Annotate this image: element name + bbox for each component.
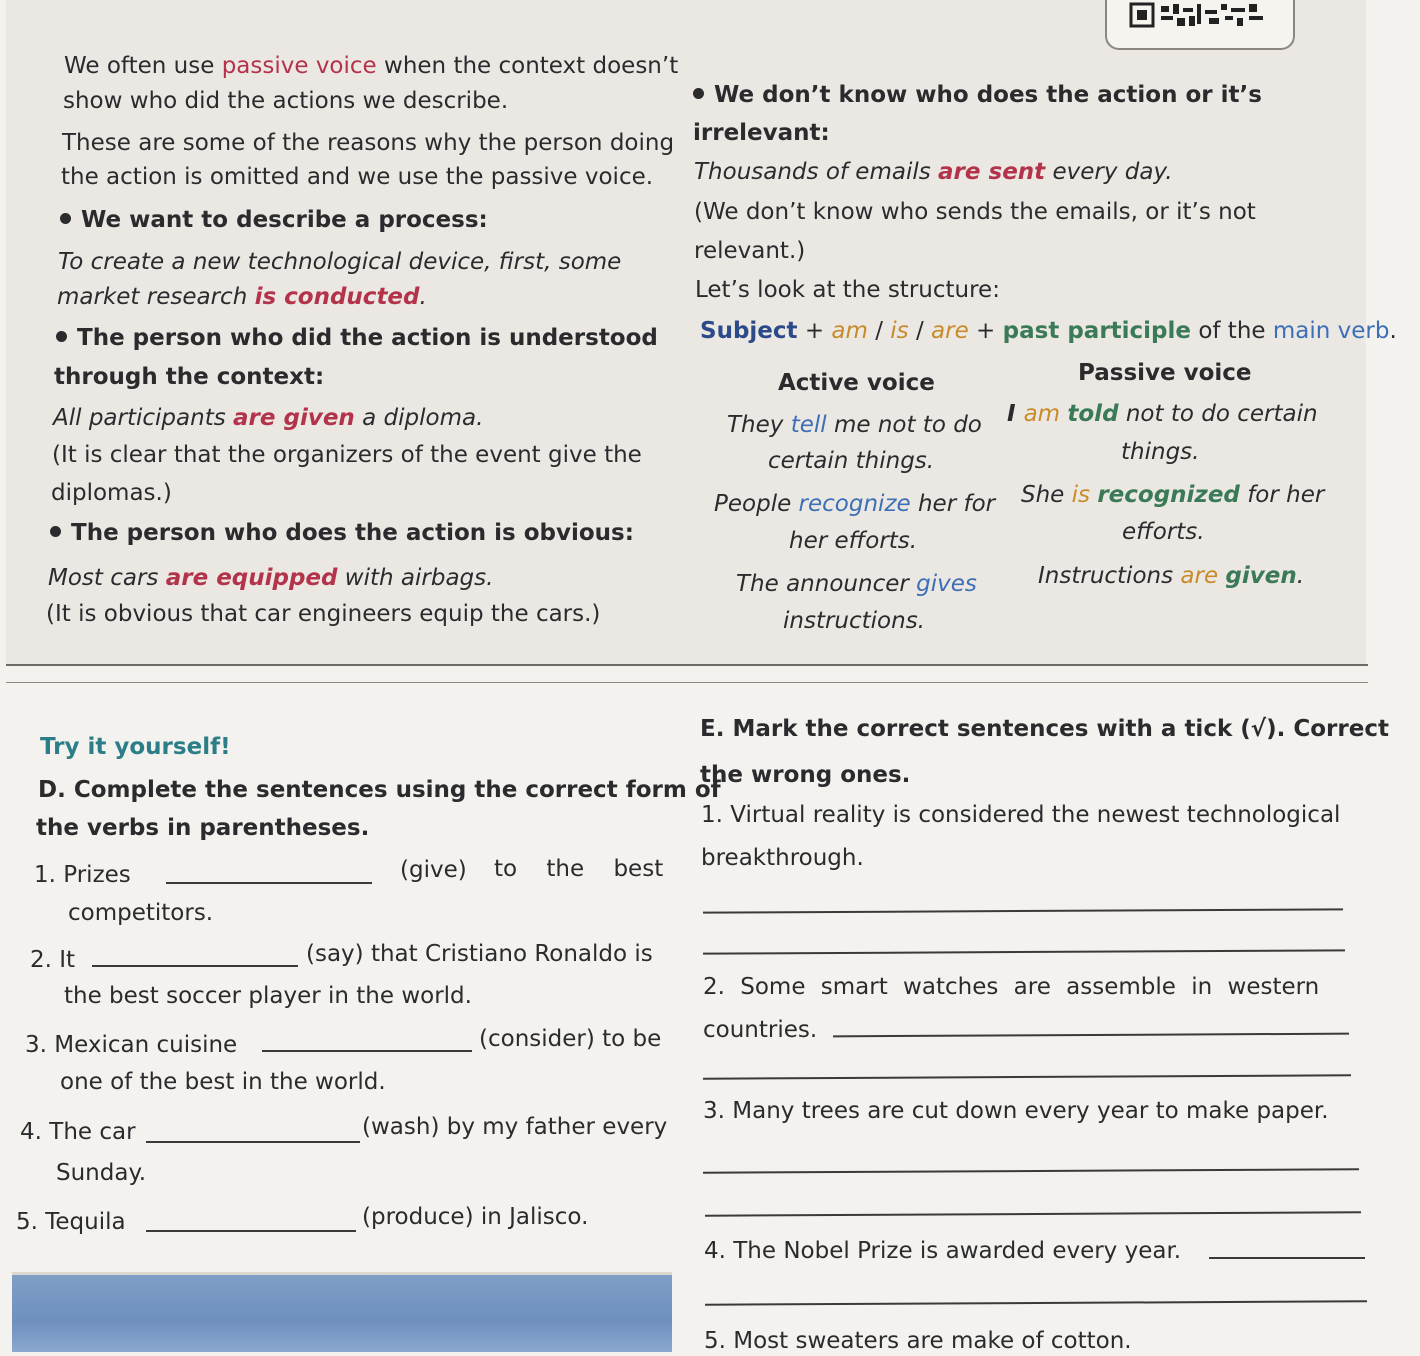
passive-example-3: Instructions are given. [1038,563,1305,589]
bottom-photo [12,1272,672,1352]
reason-context-example: All participants are given a diploma. [53,405,484,431]
reason-unknown-note-1: (We don’t know who sends the emails, or it’s not [694,199,1256,225]
exercise-d-item-1-cont: competitors. [68,900,214,926]
exercise-d-blank-4[interactable] [146,1141,360,1143]
reason-context-note-1: (It is clear that the organizers of the event give the [52,442,642,468]
active-example-2-cont: her efforts. [789,528,918,554]
intro-line-4: the action is omitted and we use the passive voice. [61,164,654,190]
exercise-d-item-3: 3. Mexican cuisine [25,1032,238,1058]
intro-line-3: These are some of the reasons why the person doing [62,130,675,156]
exercise-d-item-4: 4. The car [20,1119,136,1145]
active-example-3-cont: instructions. [783,608,925,634]
exercise-e-item-2-cont: countries. [703,1017,818,1043]
passive-example-1-cont: things. [1121,439,1200,465]
exercise-e-item-4: 4. The Nobel Prize is awarded every year. [704,1238,1182,1264]
exercise-d-item-2-rest: (say) that Cristiano Ronaldo is [306,941,653,967]
reason-context-note-2: diplomas.) [51,480,172,506]
passive-example-1: I am told not to do certain [1007,401,1318,427]
exercise-d-item-3-rest: (consider) to be [479,1026,662,1052]
exercise-d-item-1-verb: (give) [400,857,467,883]
exercise-e-answer-line-3b[interactable] [705,1211,1361,1216]
reason-context-heading-1: The person who did the action is understood [56,323,658,353]
structure-intro: Let’s look at the structure: [695,277,1000,303]
intro-line-2: show who did the actions we describe. [63,88,509,114]
active-voice-header: Active voice [778,370,935,396]
passive-voice-header: Passive voice [1078,360,1252,386]
exercise-e-answer-line-3a[interactable] [703,1168,1359,1173]
reason-unknown-example: Thousands of emails are sent every day. [694,159,1173,185]
exercise-e-item-1: 1. Virtual reality is considered the newest technological [701,802,1341,828]
active-example-1: They tell me not to do [727,412,982,438]
exercise-d-blank-2[interactable] [92,965,298,967]
exercise-d-item-5-rest: (produce) in Jalisco. [362,1204,589,1230]
bullet-icon [60,213,71,224]
exercise-e-answer-line-4a[interactable] [1209,1257,1365,1259]
bullet-icon [50,526,61,537]
structure-formula: Subject + am / is / are + past participle of the main verb. [700,318,1397,344]
qr-code-icon[interactable] [1129,2,1269,28]
intro-line-1: We often use passive voice when the context doesn’t [64,53,679,79]
try-it-yourself-heading: Try it yourself! [40,734,231,760]
reason-process-example-1: To create a new technological device, first, some [58,249,622,275]
exercise-e-answer-line-1a[interactable] [703,908,1343,913]
exercise-d-item-4-cont: Sunday. [56,1160,147,1186]
bullet-icon [693,88,704,99]
active-example-1-cont: certain things. [768,448,935,474]
exercise-d-instruction-2: the verbs in parentheses. [36,815,370,841]
exercise-e-instruction-2: the wrong ones. [700,762,911,788]
exercise-e-item-5: 5. Most sweaters are make of cotton. [704,1328,1132,1354]
passive-example-2-cont: efforts. [1122,519,1205,545]
exercise-d-item-4-rest: (wash) by my father every [362,1114,668,1140]
qr-tab [1105,0,1295,50]
reason-obvious-example: Most cars are equipped with airbags. [48,565,494,591]
passive-voice-highlight: passive voice [221,53,377,79]
exercise-d-item-3-cont: one of the best in the world. [60,1069,386,1095]
exercise-e-answer-line-1b[interactable] [703,949,1345,954]
exercise-d-instruction-1: D. Complete the sentences using the correct form of [38,777,721,803]
exercise-e-answer-line-2b[interactable] [703,1074,1351,1079]
exercise-d-item-2: 2. It [30,947,76,973]
exercise-e-item-3: 3. Many trees are cut down every year to make paper. [703,1098,1329,1124]
grammar-box-divider [6,664,1368,666]
reason-obvious-note: (It is obvious that car engineers equip the cars.) [46,601,601,627]
active-example-3: The announcer gives [736,571,977,597]
passive-example-2: She is recognized for her [1021,482,1325,508]
exercise-e-answer-line-4b[interactable] [705,1300,1367,1305]
reason-process-heading: We want to describe a process: [60,205,488,235]
reason-unknown-heading-1: We don’t know who does the action or it’s [693,80,1262,110]
grammar-box-divider-thin [6,682,1368,683]
reason-unknown-note-2: relevant.) [694,238,806,264]
bullet-icon [56,331,67,342]
reason-context-heading-2: through the context: [54,364,325,390]
exercise-e-item-2: 2. Some smart watches are assemble in western [703,974,1320,1000]
exercise-e-item-1-cont: breakthrough. [701,845,864,871]
exercise-d-blank-5[interactable] [146,1230,356,1232]
exercise-d-item-1-rest: to the best [494,856,664,882]
active-example-2: People recognize her for [714,491,996,517]
exercise-e-answer-line-2a[interactable] [833,1033,1349,1038]
exercise-d-blank-3[interactable] [262,1050,472,1052]
reason-unknown-heading-2: irrelevant: [693,120,830,146]
reason-obvious-heading: The person who does the action is obvious: [50,518,634,548]
exercise-e-instruction-1: E. Mark the correct sentences with a tick (√). Correct [700,716,1389,742]
exercise-d-blank-1[interactable] [166,882,372,884]
exercise-d-item-5: 5. Tequila [16,1209,126,1235]
reason-process-example-2: market research is conducted. [57,284,427,310]
exercise-d-item-1: 1. Prizes [34,862,131,888]
exercise-d-item-2-cont: the best soccer player in the world. [64,983,472,1009]
